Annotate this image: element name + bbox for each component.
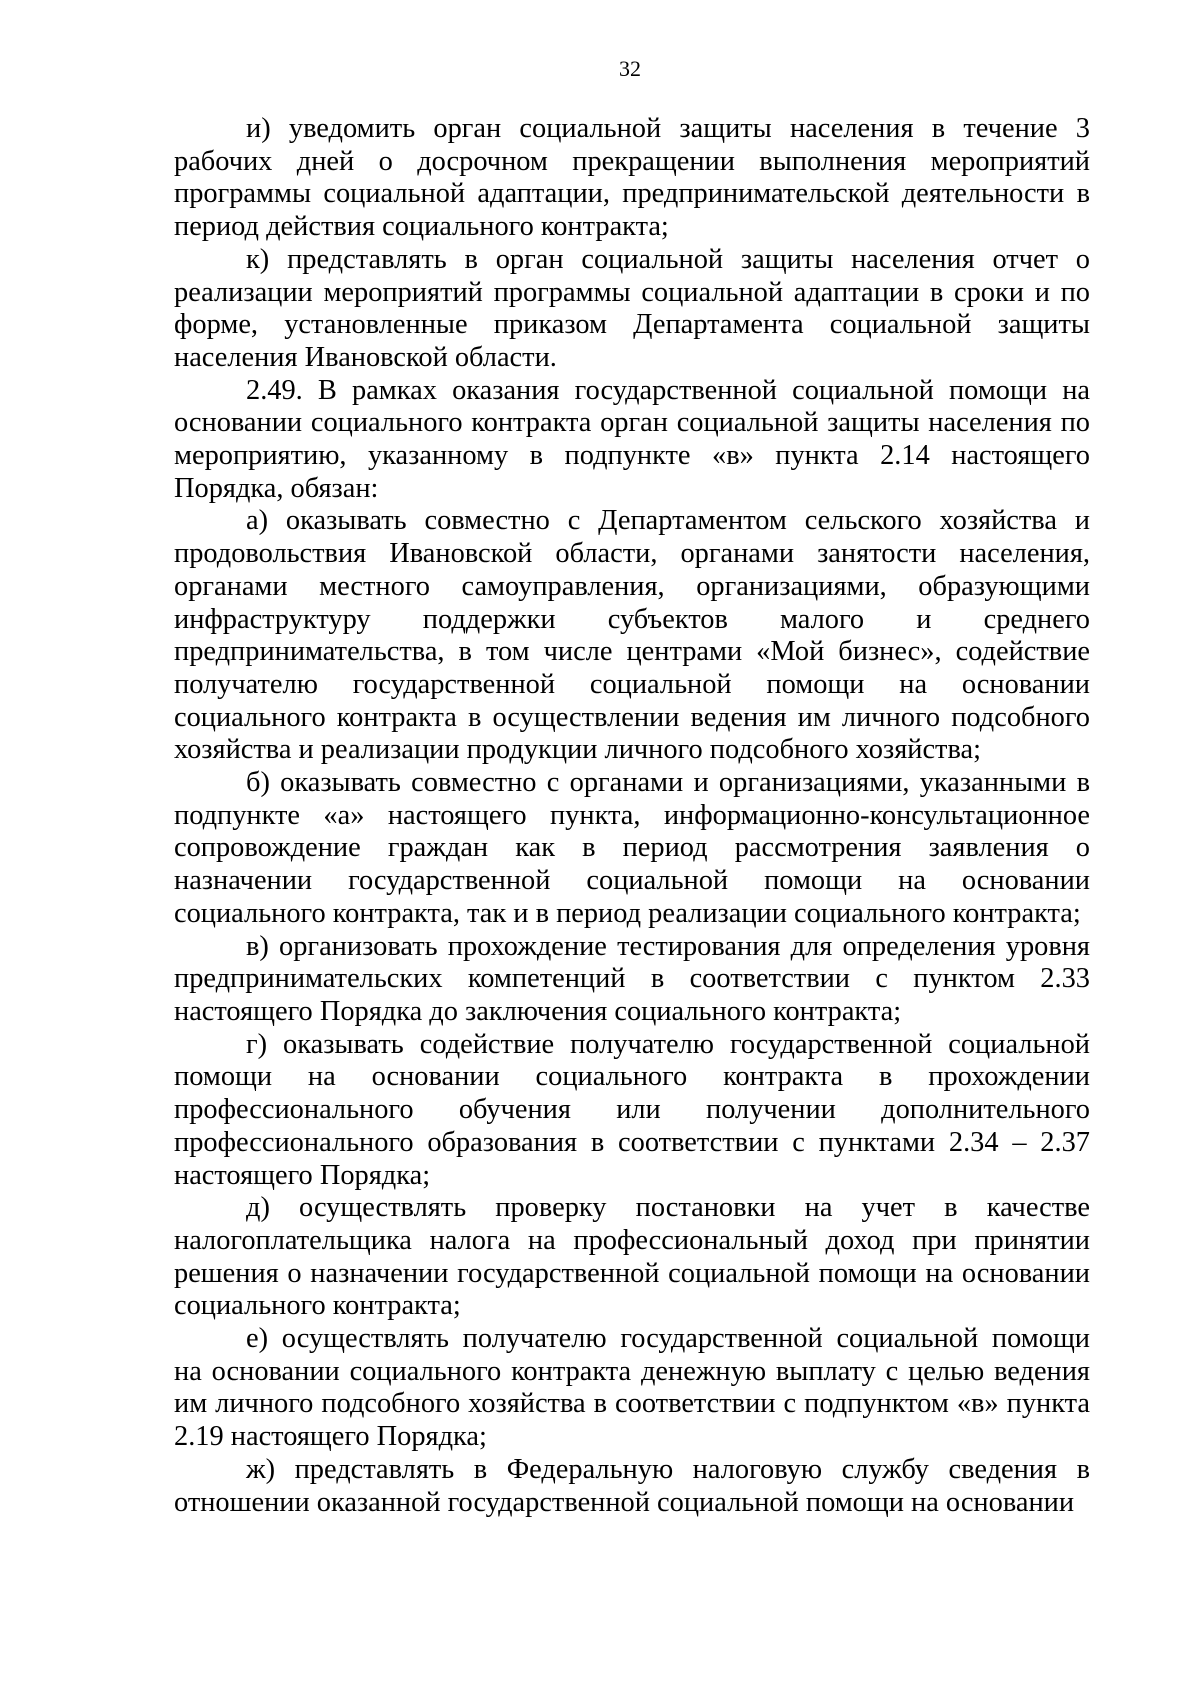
- paragraph-k-report: к) представлять в орган социальной защиты населения отчет о реализации мероприятий программы социальной адаптации в сроки и по форме, установленные приказом Департамента социальной защиты населения Ивановской области.: [174, 243, 1090, 373]
- paragraph-zh-tax-service: ж) представлять в Федеральную налоговую службу сведения в отношении оказанной государственной социальной помощи на основании: [174, 1453, 1090, 1518]
- paragraph-e-payment: е) осуществлять получателю государственной социальной помощи на основании социального контракта денежную выплату с целью ведения им личного подсобного хозяйства в соответствии с подпунктом «в» пункта 2.19 настоящего Порядка;: [174, 1323, 1090, 1453]
- page-number: 32: [619, 56, 641, 81]
- paragraph-i-notify: и) уведомить орган социальной защиты населения в течение 3 рабочих дней о досрочном прекращении выполнения мероприятий программы социальной адаптации, предпринимательской деятельности в период действия социального контракта;: [174, 113, 1090, 243]
- paragraph-b-consulting: б) оказывать совместно с органами и организациями, указанными в подпункте «а» настоящего пункта, информационно-консультационное сопровождение граждан как в период рассмотрения заявления о назначении государственной социальной помощи на основании социального контракта, так и в период реализации социального контракта;: [174, 767, 1090, 929]
- paragraph-2-49-heading: 2.49. В рамках оказания государственной социальной помощи на основании социального контракта орган социальной защиты населения по мероприятию, указанному в подпункте «в» пункта 2.14 настоящего Порядка, обязан:: [174, 374, 1090, 504]
- paragraph-a-assist: а) оказывать совместно с Департаментом сельского хозяйства и продовольствия Ивановской области, органами занятости населения, органами местного самоуправления, организациями, образующими инфраструктуру поддержки субъектов малого и среднего предпринимательства, в том числе центрами «Мой бизнес», содействие получателю государственной социальной помощи на основании социального контракта в осуществлении ведения им личного подсобного хозяйства и реализации продукции личного подсобного хозяйства;: [174, 505, 1090, 766]
- paragraph-g-training: г) оказывать содействие получателю государственной социальной помощи на основании социального контракта в прохождении профессионального обучения или получении дополнительного профессионального образования в соответствии с пунктами 2.34 – 2.37 настоящего Порядка;: [174, 1028, 1090, 1191]
- paragraph-v-testing: в) организовать прохождение тестирования для определения уровня предпринимательских компетенций в соответствии с пунктом 2.33 настоящего Порядка до заключения социального контракта;: [174, 930, 1090, 1027]
- document-body: [174, 113, 1090, 1519]
- paragraph-d-tax-check: д) осуществлять проверку постановки на учет в качестве налогоплательщика налога на профессиональный доход при принятии решения о назначении государственной социальной помощи на основании социального контракта;: [174, 1192, 1090, 1322]
